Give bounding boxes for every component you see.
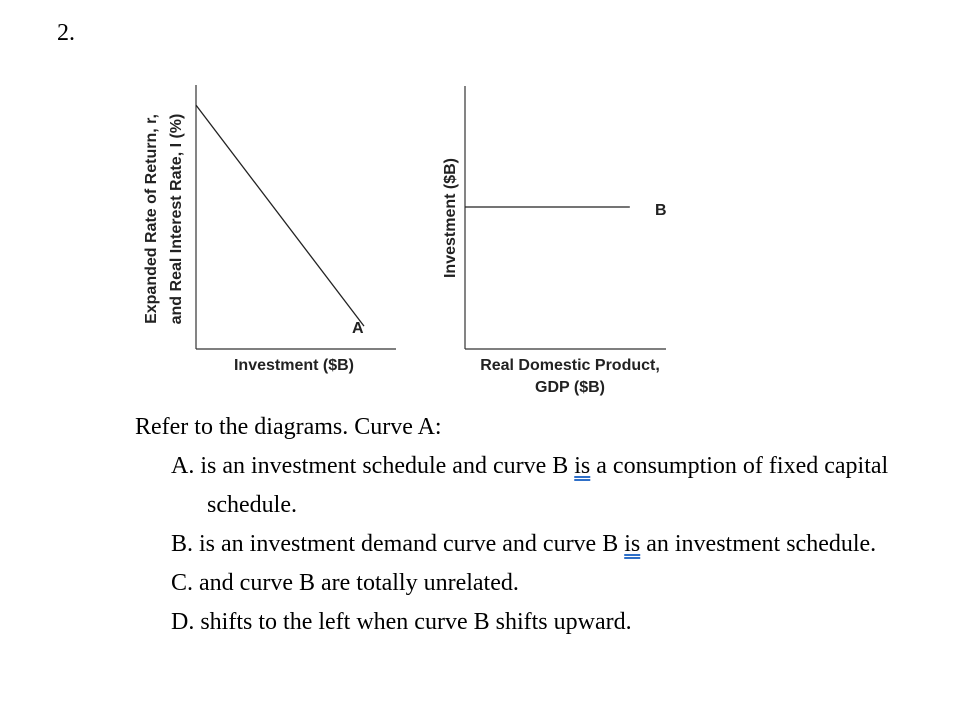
left-diagram — [143, 85, 396, 374]
option-d-letter: D. — [171, 609, 195, 635]
right-x-axis-title-line2: GDP ($B) — [535, 379, 605, 396]
option-a-letter: A. — [171, 453, 195, 479]
option-b-text-post: an investment schedule. — [640, 531, 877, 557]
curve-a-line — [196, 105, 364, 326]
option-c — [135, 564, 945, 603]
option-d — [135, 603, 945, 642]
option-b — [135, 525, 945, 564]
question-text — [135, 408, 945, 642]
option-b-letter: B. — [171, 531, 194, 557]
right-diagram — [442, 86, 667, 396]
left-y-axis-title-line1: Expanded Rate of Return, r, — [143, 114, 160, 324]
curve-a-label: A — [352, 320, 364, 337]
left-y-axis-title-line2: and Real Interest Rate, I (%) — [168, 113, 185, 325]
option-a — [135, 447, 945, 525]
option-a-text-pre: is an investment schedule and curve B — [200, 453, 575, 479]
option-a-marked-word: is — [574, 453, 591, 479]
question-stem: Refer to the diagrams. Curve A: — [135, 414, 442, 440]
option-c-letter: C. — [171, 570, 194, 596]
option-b-text-pre: is an investment demand curve and curve B — [199, 531, 625, 557]
left-x-axis-title: Investment ($B) — [233, 357, 355, 374]
curve-b-label: B — [655, 202, 667, 219]
option-c-text: and curve B are totally unrelated. — [199, 570, 519, 596]
question-number: 2. — [57, 20, 75, 46]
right-y-axis-title: Investment ($B) — [442, 157, 459, 279]
option-b-marked-word: is — [624, 531, 641, 557]
option-d-text: shifts to the left when curve B shifts upward. — [200, 609, 632, 635]
option-a-text-post: a consumption of fixed capital schedule. — [207, 453, 889, 518]
right-x-axis-title-line1: Real Domestic Product, — [480, 357, 660, 374]
